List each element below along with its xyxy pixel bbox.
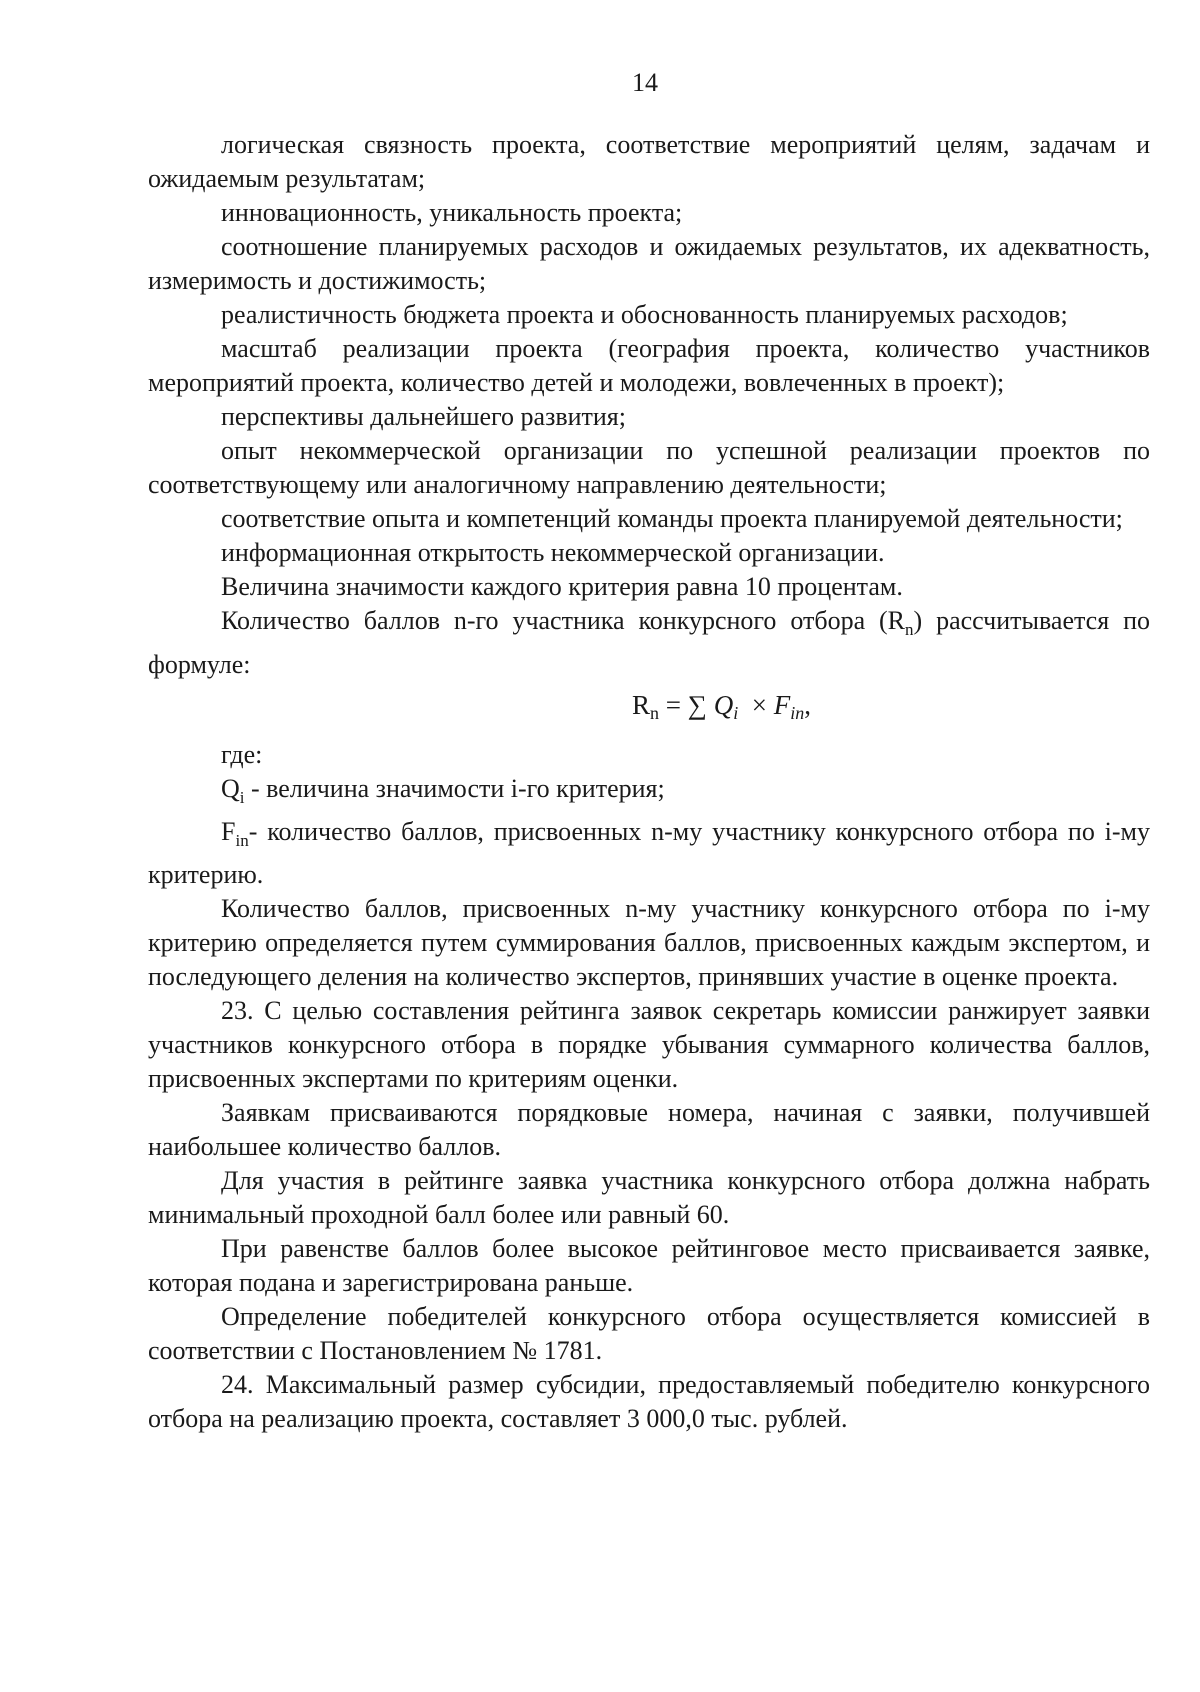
formula-f-subscript <box>790 703 804 723</box>
definition-f <box>148 815 1150 892</box>
winners-paragraph: Определение победителей конкурсного отбора осуществляется комиссией в соответствии с Постановлением № 1781. <box>148 1302 1150 1366</box>
formula-lhs-subscript: n <box>650 702 659 723</box>
definition-f-symbol: F <box>221 816 236 846</box>
definition-f-text: - количество баллов, присвоенных n-му участнику конкурсного отбора по i-му критерию. <box>148 816 1150 890</box>
criterion-paragraph: перспективы дальнейшего развития; <box>221 402 626 432</box>
definition-q-symbol: Q <box>221 773 240 803</box>
criterion-paragraph: информационная открытость некоммерческой организации. <box>221 538 885 568</box>
formula-sum: = ∑ <box>659 689 714 720</box>
criterion-paragraph: реалистичность бюджета проекта и обоснованность планируемых расходов; <box>221 300 1068 330</box>
definition-q <box>148 772 1150 815</box>
tie-break-paragraph: При равенстве баллов более высокое рейтинговое место присваивается заявке, которая подана и зарегистрирована раньше. <box>148 1234 1150 1298</box>
scoring-paragraph: Количество баллов, присвоенных n-му участнику конкурсного отбора по i-му критерию определяется путем суммирования баллов, присвоенных каждым экспертом, и последующего деления на количество экспертов, принявших участие в оценке проекта. <box>148 894 1150 992</box>
criterion-paragraph: соотношение планируемых расходов и ожидаемых результатов, их адекватность, измеримость и достижимость; <box>148 232 1150 296</box>
formula-f: F <box>773 689 791 720</box>
criterion-paragraph: логическая связность проекта, соответствие мероприятий целям, задачам и ожидаемым результатам; <box>148 130 1150 193</box>
formula-q: Q <box>713 689 734 720</box>
formula <box>148 688 1150 730</box>
page-number: 14 <box>632 68 658 97</box>
formula-end: , <box>804 689 811 720</box>
criterion-weight-paragraph: Величина значимости каждого критерия равна 10 процентам. <box>221 572 903 602</box>
definition-f-subscript: in <box>235 831 249 851</box>
definition-q-text: - величина значимости i-го критерия; <box>244 773 665 803</box>
minimum-score-paragraph: Для участия в рейтинге заявка участника конкурсного отбора должна набрать минимальный проходной балл более или равный 60. <box>148 1166 1150 1230</box>
formula-f-subscript-text: in <box>790 702 805 723</box>
formula-intro-paragraph <box>148 604 1150 681</box>
definition-q-subscript: i <box>239 787 245 807</box>
formula-times: × <box>738 689 774 720</box>
document-body <box>148 128 1150 1437</box>
criterion-paragraph: соответствие опыта и компетенций команды проекта планируемой деятельности; <box>221 504 1123 534</box>
numbering-paragraph: Заявкам присваиваются порядковые номера, начиная с заявки, получившей наибольшее количество баллов. <box>148 1098 1150 1162</box>
where-label: где: <box>221 739 263 769</box>
formula-intro-subscript: n <box>905 620 914 640</box>
criterion-paragraph: инновационность, уникальность проекта; <box>221 198 683 228</box>
formula-intro-text-end: ) рассчитывается по формуле: <box>148 606 1150 679</box>
clause-24-paragraph: 24. Максимальный размер субсидии, предоставляемый победителю конкурсного отбора на реализацию проекта, составляет 3 000,0 тыс. рублей. <box>148 1370 1150 1434</box>
clause-23-paragraph: 23. С целью составления рейтинга заявок секретарь комиссии ранжирует заявки участников конкурсного отбора в порядке убывания суммарного количества баллов, присвоенных экспертами по критериям оценки. <box>148 996 1150 1094</box>
formula-q-subscript-text: i <box>733 702 739 723</box>
formula-intro-text: Количество баллов n-го участника конкурсного отбора (R <box>221 606 906 636</box>
criterion-paragraph: опыт некоммерческой организации по успешной реализации проектов по соответствующему или аналогичному направлению деятельности; <box>148 436 1150 500</box>
criterion-paragraph: масштаб реализации проекта (география проекта, количество участников мероприятий проекта, количество детей и молодежи, вовлеченных в проект); <box>148 334 1150 398</box>
formula-lhs: R <box>631 689 650 720</box>
